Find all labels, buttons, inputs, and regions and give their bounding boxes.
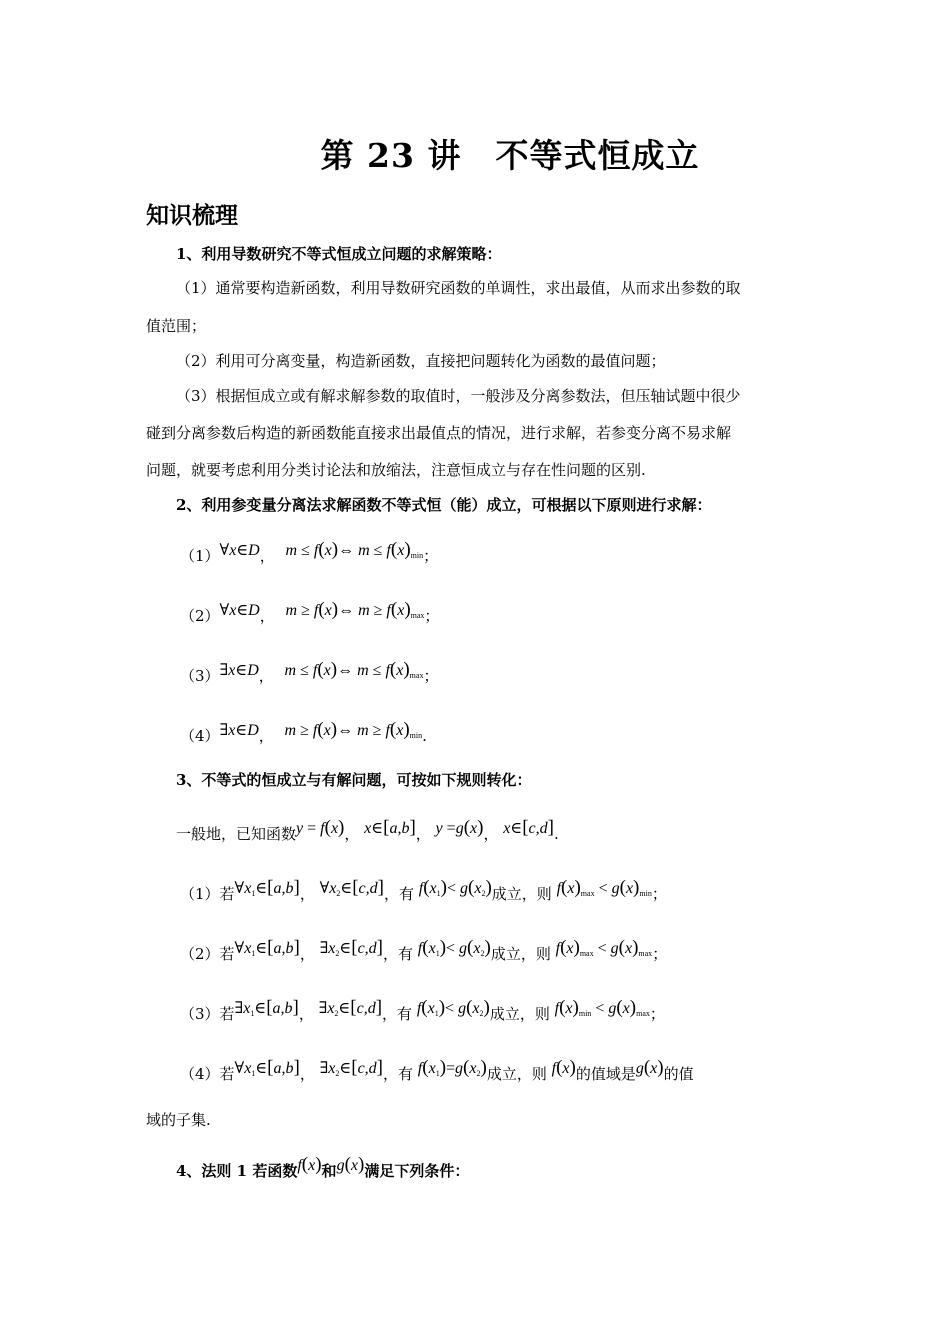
s3-case-2: （2）若$\forall x_1\in[a,b]$， $\exists x_2\in[c,d]$，有 $f(x_1)< g(x_2)$成立，则 $f(x)_{max} < g(x)_{max}$； xyxy=(180,937,668,963)
s1-p2: （2）利用可分离变量，构造新函数，直接把问题转化为函数的最值问题； xyxy=(176,352,666,370)
s2-rule-1: （1）∀x∈D， m ≤ f(x)⇔ $m \le f(x)_{min}$； xyxy=(180,539,439,565)
section-heading: 知识梳理 xyxy=(146,202,238,229)
s3-case-4: （4）若$\forall x_1\in[a,b]$， $\exists x_2\in[c,d]$，有 $f(x_1)=g(x_2)$成立，则 f(x)的值域是g(x)的值 xyxy=(180,1057,694,1083)
s1-p3-line3: 问题，就要考虑利用分类讨论法和放缩法，注意恒成立与存在性问题的区别. xyxy=(146,461,646,479)
s3-case-3: （3）若$\exists x_1\in[a,b]$， $\exists x_2\in[c,d]$，有 $f(x_1)< g(x_2)$成立，则 $f(x)_{min} < g(x)_{max}$； xyxy=(180,997,665,1023)
s1-p1-line2: 值范围； xyxy=(146,317,207,335)
s1-p3-line2: 碰到分离参数后构造的新函数能直接求出最值点的情况，进行求解，若参变分离不易求解 xyxy=(146,424,732,442)
s1-p1-line1: （1）通常要构造新函数，利用导数研究函数的单调性，求出最值，从而求出参数的取 xyxy=(176,279,741,297)
s1-heading: 1、利用导数研究不等式恒成立问题的求解策略： xyxy=(176,245,502,263)
s3-heading: 3、不等式的恒成立与有解问题，可按如下规则转化： xyxy=(176,771,532,789)
s2-rule-3: （3）∃x∈D， m ≤ f(x)⇔ $m \le f(x)_{max}$； xyxy=(180,659,439,685)
page-title: 第 23 讲 不等式恒成立 xyxy=(320,136,700,175)
s1-p3-line1: （3）根据恒成立或有解求解参数的取值时，一般涉及分离参数法，但压轴试题中很少 xyxy=(176,387,741,405)
s2-heading: 2、利用参变量分离法求解函数不等式恒（能）成立，可根据以下原则进行求解： xyxy=(176,496,712,514)
s3-case-1: （1）若$\forall x_1\in[a,b]$， $\forall x_2\in[c,d]$，有 $f(x_1)< g(x_2)$成立，则 $f(x)_{max} < g(x)_{min}$； xyxy=(180,877,667,903)
s4-heading: 4、法则 1 若函数f(x)和g(x)满足下列条件： xyxy=(176,1154,470,1180)
s3-case-4-continuation: 域的子集. xyxy=(146,1111,211,1129)
s2-rule-2: （2）∀x∈D， m ≥ f(x)⇔ $m \ge f(x)_{max}$； xyxy=(180,599,440,625)
s3-intro: 一般地，已知函数y = f(x)， x∈[a,b]， y =g(x)， x∈[c,d]. xyxy=(176,817,559,843)
s2-rule-4: （4）∃x∈D， m ≥ f(x)⇔ $m \ge f(x)_{min}$. xyxy=(180,719,427,745)
